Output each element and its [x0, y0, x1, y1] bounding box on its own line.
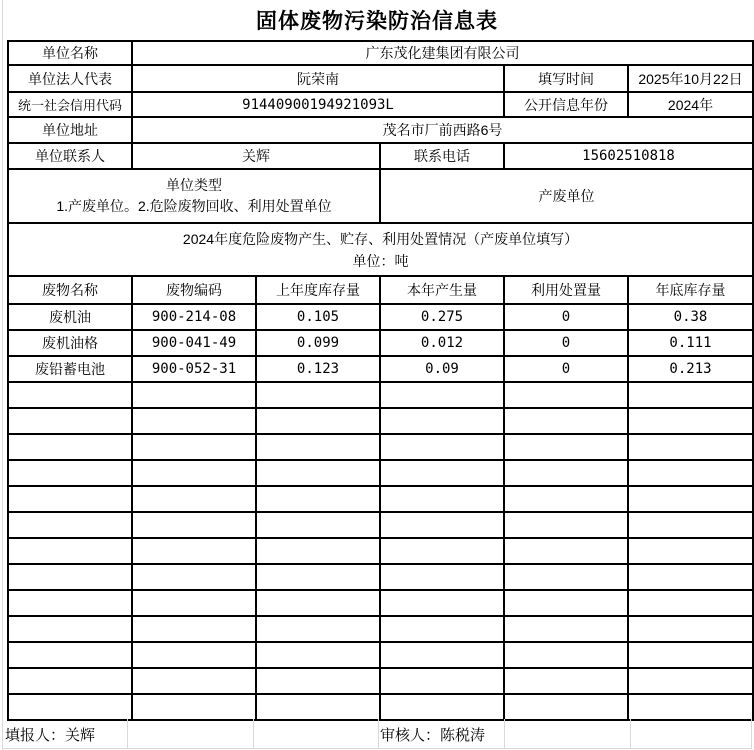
fill-date-label: 填写时间 — [504, 65, 628, 92]
empty-cell — [380, 642, 504, 668]
empty-cell — [380, 382, 504, 408]
empty-cell — [8, 564, 132, 590]
empty-cell — [380, 434, 504, 460]
empty-row — [8, 460, 753, 486]
empty-cell — [256, 590, 380, 616]
empty-row — [8, 408, 753, 434]
row-legal-rep — [8, 65, 753, 92]
empty-cell — [132, 486, 256, 512]
fill-date-value: 2025年10月22日 — [628, 65, 753, 92]
empty-cell — [628, 694, 753, 720]
waste-col-header-prev-stock: 上年度库存量 — [256, 276, 380, 304]
empty-cell — [628, 382, 753, 408]
empty-cell — [628, 434, 753, 460]
unit-name-label: 单位名称 — [8, 41, 132, 65]
empty-cell — [8, 642, 132, 668]
public-year-label: 公开信息年份 — [504, 92, 628, 117]
waste-col-header-disposed: 利用处置量 — [504, 276, 628, 304]
empty-cell — [504, 642, 628, 668]
empty-cell — [628, 460, 753, 486]
footer-gridline — [751, 719, 752, 749]
empty-cell — [132, 538, 256, 564]
empty-cell — [256, 694, 380, 720]
empty-cell — [380, 694, 504, 720]
empty-cell — [256, 642, 380, 668]
waste-row — [8, 330, 753, 356]
empty-row — [8, 616, 753, 642]
footer-gridline — [630, 719, 631, 749]
empty-cell — [132, 616, 256, 642]
empty-cell — [132, 512, 256, 538]
empty-cell — [8, 590, 132, 616]
legal-rep-label: 单位法人代表 — [8, 65, 132, 92]
row-section-header — [8, 223, 753, 276]
contact-value: 关辉 — [132, 143, 380, 169]
waste-col-header-code: 废物编码 — [132, 276, 256, 304]
empty-cell — [380, 538, 504, 564]
empty-cell — [8, 694, 132, 720]
waste-cell-code: 900-041-49 — [132, 330, 256, 356]
phone-value: 15602510818 — [504, 143, 753, 169]
empty-cell — [380, 512, 504, 538]
left-margin-gridline — [2, 0, 3, 750]
footer-gridline — [127, 719, 128, 749]
empty-cell — [132, 694, 256, 720]
empty-cell — [628, 668, 753, 694]
empty-cell — [504, 512, 628, 538]
empty-cell — [504, 668, 628, 694]
waste-cell-name: 废机油格 — [8, 330, 132, 356]
unit-type-value: 产废单位 — [380, 169, 753, 223]
empty-cell — [8, 668, 132, 694]
empty-cell — [628, 616, 753, 642]
empty-cell — [132, 564, 256, 590]
waste-cell-year-end: 0.38 — [628, 304, 753, 330]
info-table — [7, 40, 754, 721]
empty-row — [8, 564, 753, 590]
empty-cell — [504, 590, 628, 616]
empty-cell — [380, 486, 504, 512]
credit-code-label: 统一社会信用代码 — [8, 92, 132, 117]
waste-col-header-name: 废物名称 — [8, 276, 132, 304]
phone-label: 联系电话 — [380, 143, 504, 169]
empty-cell — [8, 486, 132, 512]
waste-cell-year-end: 0.213 — [628, 356, 753, 382]
waste-cell-name: 废机油 — [8, 304, 132, 330]
waste-cell-disposed: 0 — [504, 330, 628, 356]
empty-cell — [504, 538, 628, 564]
empty-row — [8, 486, 753, 512]
empty-cell — [132, 668, 256, 694]
empty-cell — [380, 460, 504, 486]
row-credit-code — [8, 92, 753, 117]
legal-rep-value: 阮荣南 — [132, 65, 504, 92]
empty-cell — [628, 564, 753, 590]
empty-cell — [628, 538, 753, 564]
empty-cell — [132, 590, 256, 616]
empty-cell — [380, 616, 504, 642]
empty-cell — [504, 434, 628, 460]
empty-cell — [256, 486, 380, 512]
empty-row — [8, 382, 753, 408]
empty-row — [8, 642, 753, 668]
empty-cell — [8, 408, 132, 434]
section-header-line2: 单位：吨 — [352, 252, 409, 269]
waste-cell-year-end: 0.111 — [628, 330, 753, 356]
contact-label: 单位联系人 — [8, 143, 132, 169]
row-unit-type — [8, 169, 753, 223]
waste-cell-name: 废铅蓄电池 — [8, 356, 132, 382]
waste-cell-disposed: 0 — [504, 304, 628, 330]
info-table-body — [8, 41, 753, 720]
row-unit-name — [8, 41, 753, 65]
empty-cell — [256, 512, 380, 538]
unit-type-options: 1.产废单位。2.危险废物回收、利用处置单位 — [56, 198, 332, 214]
empty-cell — [380, 590, 504, 616]
section-header-cell — [8, 223, 753, 276]
empty-cell — [132, 382, 256, 408]
footer-gridline — [504, 719, 505, 749]
waste-cell-produced: 0.09 — [380, 356, 504, 382]
empty-cell — [628, 642, 753, 668]
empty-cell — [256, 564, 380, 590]
waste-col-header-year-end: 年底库存量 — [628, 276, 753, 304]
empty-cell — [256, 408, 380, 434]
waste-row — [8, 304, 753, 330]
row-contact — [8, 143, 753, 169]
public-year-value: 2024年 — [628, 92, 753, 117]
empty-cell — [380, 408, 504, 434]
row-address — [8, 117, 753, 143]
empty-cell — [256, 616, 380, 642]
empty-row — [8, 512, 753, 538]
empty-row — [8, 694, 753, 720]
empty-cell — [628, 408, 753, 434]
waste-cell-produced: 0.275 — [380, 304, 504, 330]
empty-cell — [132, 408, 256, 434]
waste-cell-code: 900-214-08 — [132, 304, 256, 330]
empty-cell — [8, 538, 132, 564]
empty-cell — [8, 434, 132, 460]
empty-cell — [256, 538, 380, 564]
address-value: 茂名市厂前西路6号 — [132, 117, 753, 143]
empty-row — [8, 538, 753, 564]
empty-cell — [256, 668, 380, 694]
footer-gridline — [253, 719, 254, 749]
reviewer-label: 审核人：陈税涛 — [380, 726, 486, 744]
unit-type-cell — [8, 169, 380, 223]
waste-cell-prev-stock: 0.105 — [256, 304, 380, 330]
empty-cell — [8, 382, 132, 408]
waste-cell-prev-stock: 0.123 — [256, 356, 380, 382]
unit-name-value: 广东茂化建集团有限公司 — [132, 41, 753, 65]
empty-cell — [504, 382, 628, 408]
empty-cell — [504, 408, 628, 434]
waste-row — [8, 356, 753, 382]
waste-cell-disposed: 0 — [504, 356, 628, 382]
waste-col-header-produced: 本年产生量 — [380, 276, 504, 304]
empty-cell — [256, 382, 380, 408]
waste-cell-prev-stock: 0.099 — [256, 330, 380, 356]
empty-cell — [628, 512, 753, 538]
footer-strip — [2, 719, 752, 749]
credit-code-value: 91440900194921093L — [132, 92, 504, 117]
empty-row — [8, 434, 753, 460]
unit-type-label: 单位类型 — [166, 177, 222, 193]
waste-table-header-row — [8, 276, 753, 304]
waste-cell-produced: 0.012 — [380, 330, 504, 356]
waste-cell-code: 900-052-31 — [132, 356, 256, 382]
empty-cell — [380, 564, 504, 590]
empty-row — [8, 590, 753, 616]
empty-cell — [8, 512, 132, 538]
empty-cell — [380, 668, 504, 694]
empty-cell — [132, 434, 256, 460]
empty-cell — [132, 642, 256, 668]
footer-gridline — [2, 748, 752, 749]
empty-cell — [256, 460, 380, 486]
address-label: 单位地址 — [8, 117, 132, 143]
empty-cell — [256, 434, 380, 460]
empty-cell — [504, 460, 628, 486]
empty-cell — [504, 486, 628, 512]
empty-cell — [8, 616, 132, 642]
preparer-label: 填报人：关辉 — [5, 726, 96, 744]
empty-row — [8, 668, 753, 694]
empty-cell — [628, 590, 753, 616]
empty-cell — [504, 564, 628, 590]
empty-cell — [628, 486, 753, 512]
footer-gridline — [378, 719, 379, 749]
section-header-line1: 2024年度危险废物产生、贮存、利用处置情况（产废单位填写） — [182, 230, 579, 247]
empty-cell — [504, 694, 628, 720]
empty-cell — [8, 460, 132, 486]
empty-cell — [504, 616, 628, 642]
empty-cell — [132, 460, 256, 486]
page-title: 固体废物污染防治信息表 — [256, 10, 498, 33]
